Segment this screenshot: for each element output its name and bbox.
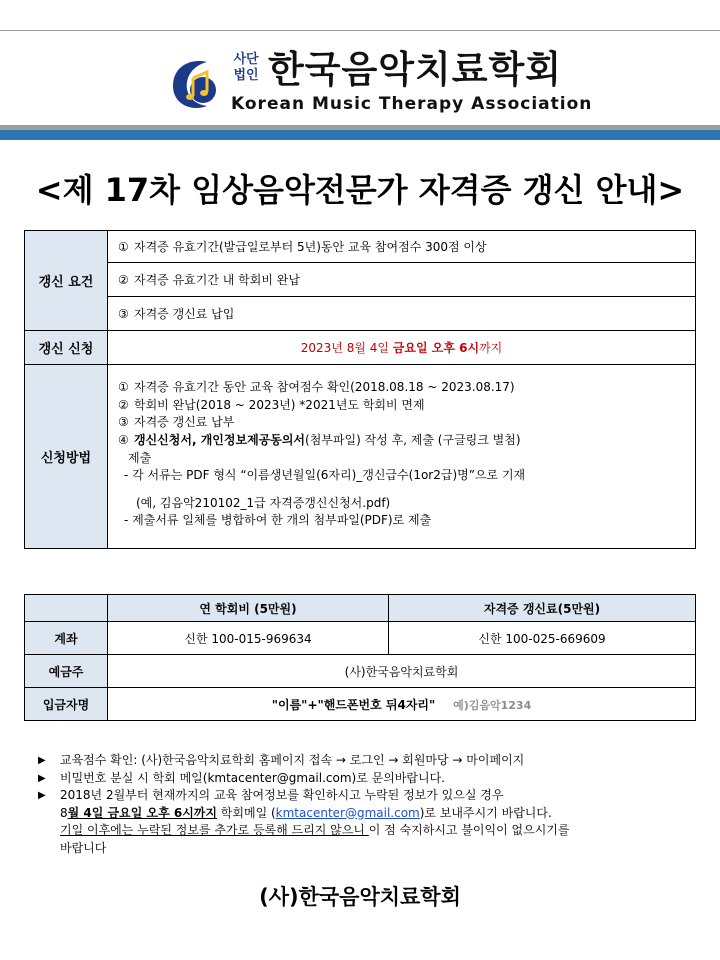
payment-table [24, 594, 696, 721]
page-title: <제 17차 임상음악전문가 자격증 갱신 안내> [35, 171, 685, 209]
notes [38, 752, 710, 857]
annual-fee-header: 연 학회비 (5만원) [108, 595, 389, 622]
method-step-2: ② 학회비 완납(2018 ~ 2023년) *2021년도 학회비 면제 [118, 397, 425, 412]
holder-label: 예금주 [25, 655, 108, 688]
method-label: 신청방법 [25, 365, 108, 549]
email-link[interactable]: kmtacenter@gmail.com [275, 805, 420, 820]
note-missing-info: ▶ 2018년 2월부터 현재까지의 교육 참여정보를 확인하시고 누락된 정보가 있으실 경우 [60, 787, 710, 805]
account-renewal-fee: 신한 100-025-669609 [389, 622, 696, 655]
application-deadline: 2023년 8월 4일 금요일 오후 6시까지 [108, 331, 696, 365]
payment-corner-cell [25, 595, 108, 622]
account-annual-fee: 신한 100-015-969634 [108, 622, 389, 655]
depositor-label: 입금자명 [25, 688, 108, 721]
application-label: 갱신 신청 [25, 331, 108, 365]
legal-status: 사단 법인 [233, 52, 259, 83]
requirement-2: ② 자격증 유효기간 내 학회비 완납 [108, 263, 696, 297]
org-name-english: Korean Music Therapy Association [231, 94, 593, 114]
method-note-format: - 각 서류는 PDF 형식 “이름생년월일(6자리)_갱신급수(1or2급)명”으로 기재 [124, 468, 526, 483]
header [0, 40, 720, 122]
note-warning: 기일 이후에는 누락된 정보를 추가로 등록해 드리지 않으니 이 점 숙지하시고 불이익이 없으시기를 [60, 823, 570, 837]
method-note-example: (예, 김음악210102_1급 자격증갱신신청서.pdf) [136, 495, 391, 510]
note-missing-deadline: 8월 4일 금요일 오후 6시까지 학회메일 (kmtacenter@gmail.com)로 보내주시기 바랍니다. [60, 805, 552, 820]
footer-org-name: (사)한국음악치료학회 [259, 885, 461, 909]
account-label: 계좌 [25, 622, 108, 655]
org-name-korean: 한국음악치료학회 [268, 48, 562, 91]
note-warning-end: 바랍니다 [60, 840, 107, 855]
requirements-label: 갱신 요건 [25, 231, 108, 331]
triangle-right-icon: ▶ [38, 790, 46, 801]
triangle-right-icon: ▶ [38, 772, 46, 784]
renewal-fee-header: 자격증 갱신료(5만원) [389, 595, 696, 622]
note-password: ▶ 비밀번호 분실 시 학회 메일(kmtacenter@gmail.com)로 문의바랍니다. [60, 770, 710, 788]
method-step-4-cont: 제출 [128, 450, 152, 465]
requirement-1: ① 자격증 유효기간(발급일로부터 5년)동안 교육 참여점수 300점 이상 [108, 231, 696, 263]
depositor-format: "이름"+"핸드폰번호 뒤4자리" 예)김음악1234 [108, 688, 696, 721]
account-holder: (사)한국음악치료학회 [108, 655, 696, 688]
method-spacer [118, 485, 687, 495]
method-step-4: ④ 갱신신청서, 개인정보제공동의서(첨부파일) 작성 후, 제출 (구글링크 별첨) [118, 432, 521, 447]
method-step-3: ③ 자격증 갱신료 납부 [118, 415, 235, 430]
music-note-logo-icon [163, 52, 227, 116]
requirement-3: ③ 자격증 갱신료 납입 [108, 297, 696, 331]
depositor-example: 예)김음악1234 [453, 698, 532, 712]
top-rule [0, 30, 720, 31]
header-band-blue [0, 130, 720, 140]
method-step-1: ① 자격증 유효기간 동안 교육 참여점수 확인(2018.08.18 ~ 2023.08.17) [118, 380, 515, 395]
triangle-right-icon: ▶ [38, 755, 46, 766]
note-score-check: ▶ 교육점수 확인: (사)한국음악치료학회 홈페이지 접속 → 로그인 → 회원마당 → 마이페이지 [60, 752, 710, 770]
method-note-merge: - 제출서류 일체를 병합하여 한 개의 첨부파일(PDF)로 제출 [124, 513, 432, 528]
application-method [108, 365, 696, 549]
requirements-table [24, 230, 696, 549]
